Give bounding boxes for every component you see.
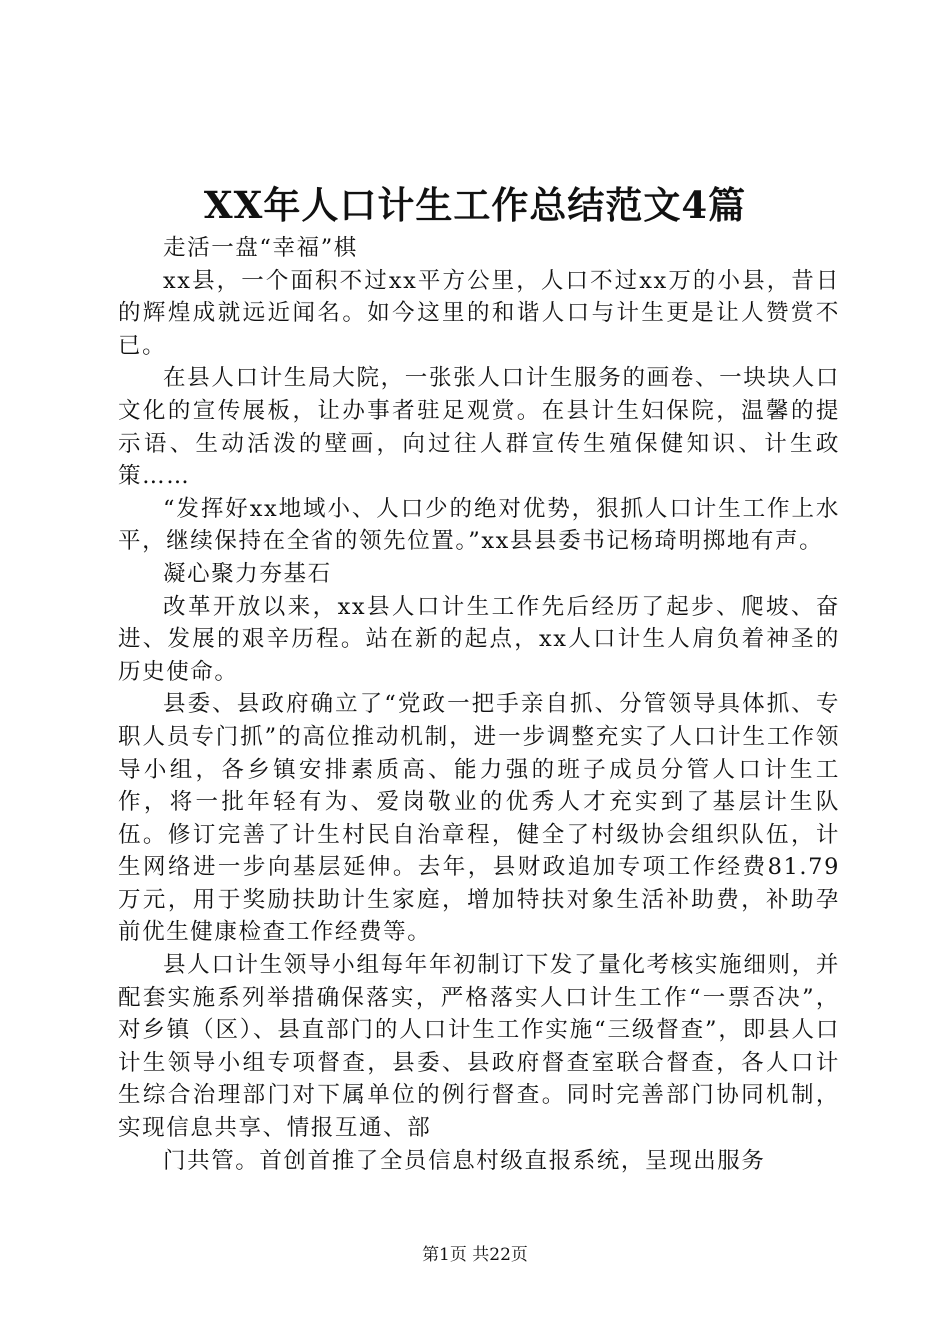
body-paragraph: 门共管。首创首推了全员信息村级直报系统，呈现出服务 (163, 1147, 766, 1174)
body-paragraph: “发挥好xx地域小、人口少的绝对优势，狠抓人口计生工作上水平，继续保持在全省的领先位置。”xx县县委书记杨琦明掷地有声。 (118, 495, 840, 555)
document-body (118, 232, 840, 1177)
body-paragraph: 在县人口计生局大院，一张张人口计生服务的画卷、一块块人口文化的宣传展板，让办事者驻足观赏。在县计生妇保院，温馨的提示语、生动活泼的壁画，向过往人群宣传生殖保健知识、计生政策…… (118, 365, 840, 490)
page-number: 第1页 共22页 (422, 1245, 528, 1265)
body-paragraph: 县委、县政府确立了“党政一把手亲自抓、分管领导具体抓、专职人员专门抓”的高位推动机制，进一步调整充实了人口计生工作领导小组，各乡镇安排素质高、能力强的班子成员分管人口计生工作，将一批年轻有为、爱岗敬业的优秀人才充实到了基层计生队伍。修订完善了计生村民自治章程，健全了村级协会组织队伍，计生网络进一步向基层延伸。去年，县财政追加专项工作经费81.79万元，用于奖励扶助计生家庭，增加特扶对象生活补助费，补助孕前优生健康检查工作经费等。 (118, 691, 840, 946)
section-heading: 走活一盘“幸福”棋 (163, 235, 358, 261)
body-paragraph: 县人口计生领导小组每年年初制订下发了量化考核实施细则，并配套实施系列举措确保落实，严格落实人口计生工作“一票否决”，对乡镇（区）、县直部门的人口计生工作实施“三级督查”，即县人口计生领导小组专项督查，县委、县政府督查室联合督查，各人口计生综合治理部门对下属单位的例行督查。同时完善部门协同机制，实现信息共享、情报互通、部 (118, 952, 840, 1142)
body-paragraph: xx县，一个面积不过xx平方公里，人口不过xx万的小县，昔日的辉煌成就远近闻名。如今这里的和谐人口与计生更是让人赞赏不已。 (118, 267, 840, 359)
section-heading: 凝心聚力夯基石 (163, 560, 332, 587)
document-title: XX年人口计生工作总结范文4篇 (203, 183, 747, 227)
body-paragraph: 改革开放以来，xx县人口计生工作先后经历了起步、爬坡、奋进、发展的艰辛历程。站在新的起点，xx人口计生人肩负着神圣的历史使命。 (118, 593, 840, 685)
